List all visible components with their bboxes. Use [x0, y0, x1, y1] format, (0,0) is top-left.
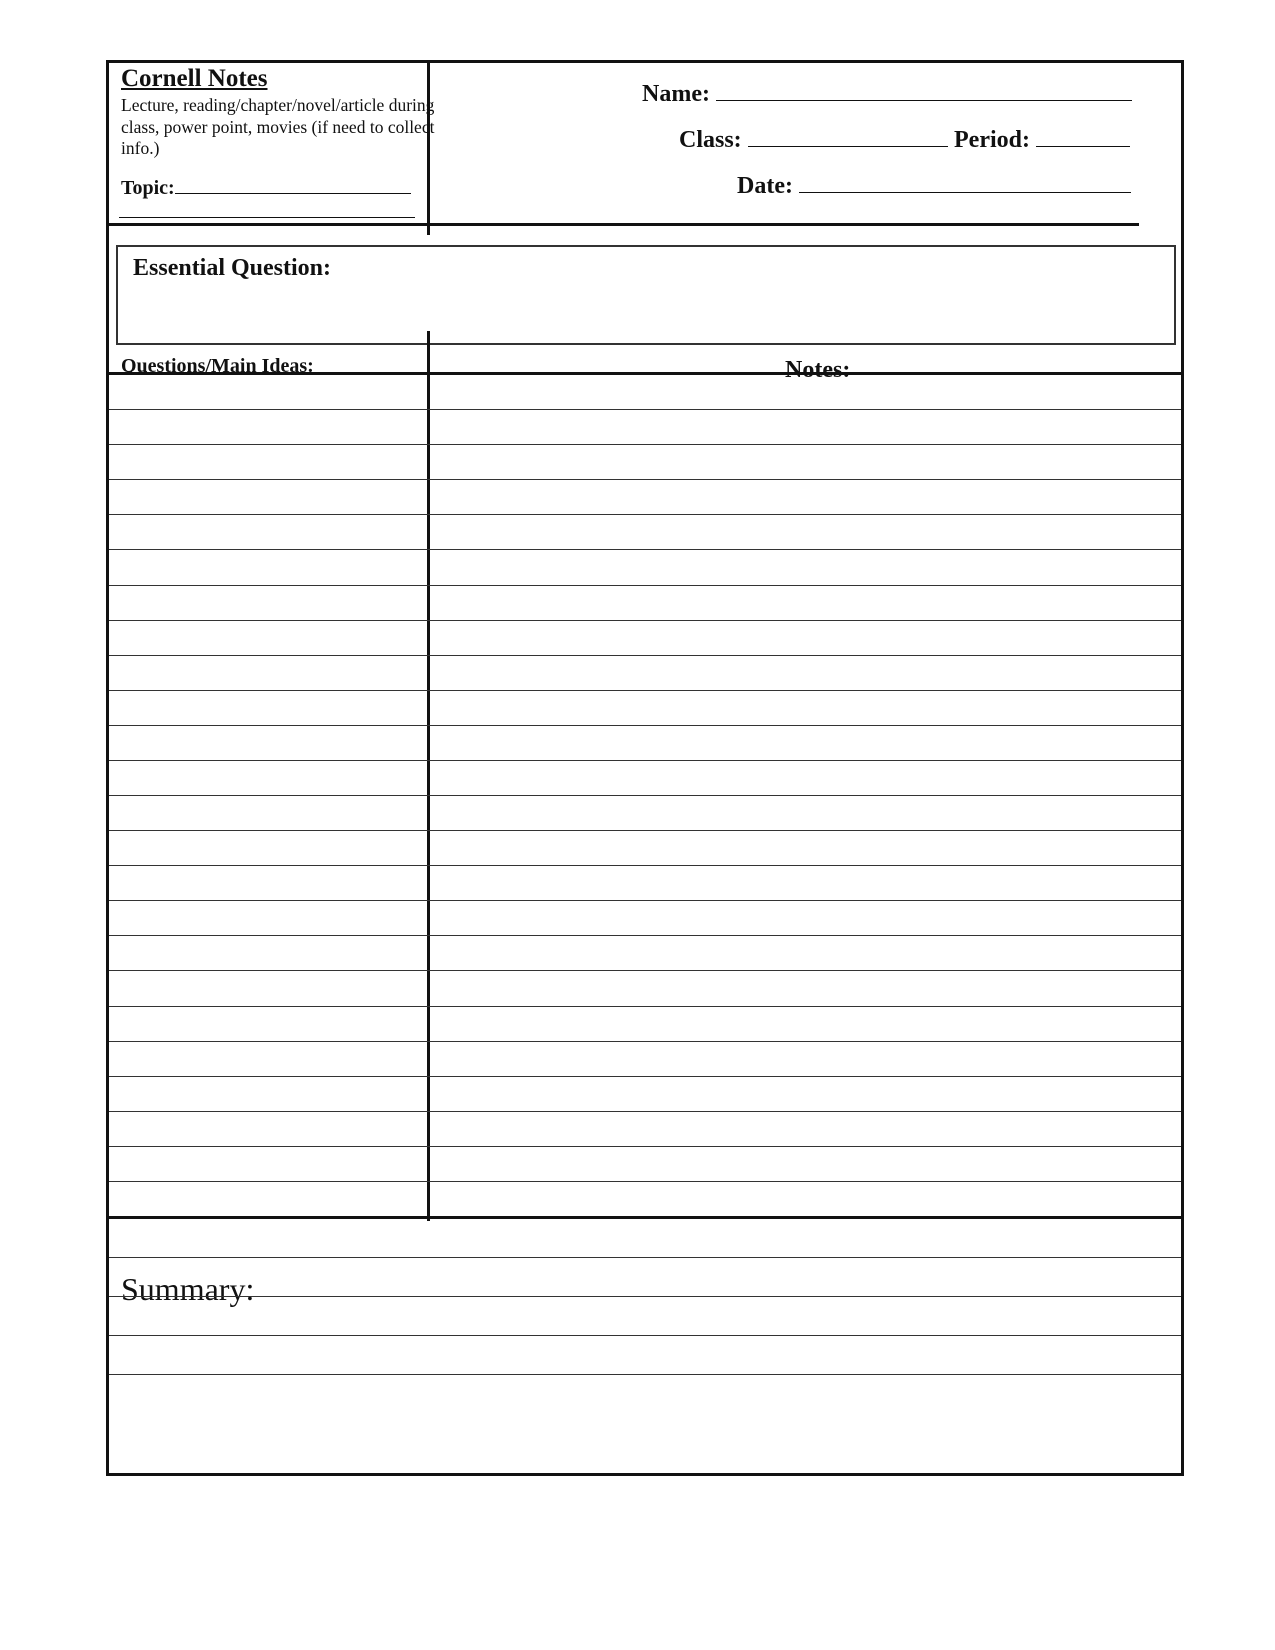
essential-question-label: Essential Question:: [133, 255, 332, 281]
note-row-line[interactable]: [109, 760, 1181, 761]
note-row-line[interactable]: [109, 444, 1181, 445]
questions-main-ideas-label: Questions/Main Ideas:: [121, 355, 314, 377]
note-row-line[interactable]: [109, 1181, 1181, 1182]
name-field[interactable]: [642, 81, 1132, 108]
note-row-line[interactable]: [109, 655, 1181, 656]
period-field[interactable]: [954, 127, 1130, 154]
class-field[interactable]: [679, 127, 948, 154]
note-row-line[interactable]: [109, 1006, 1181, 1007]
header-divider: [427, 63, 430, 235]
note-row-line[interactable]: [109, 1041, 1181, 1042]
note-row-line[interactable]: [109, 1076, 1181, 1077]
note-row-line[interactable]: [109, 935, 1181, 936]
cornell-notes-form: [106, 60, 1184, 1476]
period-label: Period:: [954, 127, 1030, 153]
notes-label: Notes:: [785, 357, 851, 383]
summary-row-line[interactable]: [109, 1257, 1181, 1258]
topic-second-blank[interactable]: [119, 217, 415, 218]
summary-row-line[interactable]: [109, 1335, 1181, 1336]
note-row-line[interactable]: [109, 409, 1181, 410]
class-blank[interactable]: [748, 128, 948, 147]
column-header-line: [109, 372, 1181, 375]
note-row-line[interactable]: [109, 900, 1181, 901]
topic-blank[interactable]: [175, 175, 411, 194]
note-row-line[interactable]: [109, 479, 1181, 480]
note-row-line[interactable]: [109, 970, 1181, 971]
date-field[interactable]: [737, 173, 1131, 200]
date-blank[interactable]: [799, 174, 1131, 193]
date-label: Date:: [737, 173, 793, 199]
note-row-line[interactable]: [109, 549, 1181, 550]
essential-question-box[interactable]: [116, 245, 1176, 345]
summary-top-line: [109, 1216, 1181, 1219]
name-blank[interactable]: [716, 82, 1132, 101]
form-title: Cornell Notes: [121, 65, 268, 92]
topic-label: Topic:: [121, 177, 175, 199]
note-row-line[interactable]: [109, 690, 1181, 691]
name-label: Name:: [642, 81, 710, 107]
class-label: Class:: [679, 127, 742, 153]
summary-row-line[interactable]: [109, 1374, 1181, 1375]
period-blank[interactable]: [1036, 128, 1130, 147]
note-row-line[interactable]: [109, 865, 1181, 866]
note-row-line[interactable]: [109, 585, 1181, 586]
topic-field[interactable]: [121, 175, 411, 200]
note-row-line[interactable]: [109, 725, 1181, 726]
summary-label: Summary:: [121, 1271, 255, 1307]
form-description: Lecture, reading/chapter/novel/article during class, power point, movies (if need to collect info.): [121, 95, 435, 158]
note-row-line[interactable]: [109, 514, 1181, 515]
note-row-line[interactable]: [109, 1146, 1181, 1147]
summary-row-line[interactable]: [109, 1296, 1181, 1297]
note-row-line[interactable]: [109, 1111, 1181, 1112]
header-bottom-line: [109, 223, 1139, 226]
note-row-line[interactable]: [109, 795, 1181, 796]
note-row-line[interactable]: [109, 830, 1181, 831]
column-divider: [427, 331, 430, 1221]
note-row-line[interactable]: [109, 620, 1181, 621]
